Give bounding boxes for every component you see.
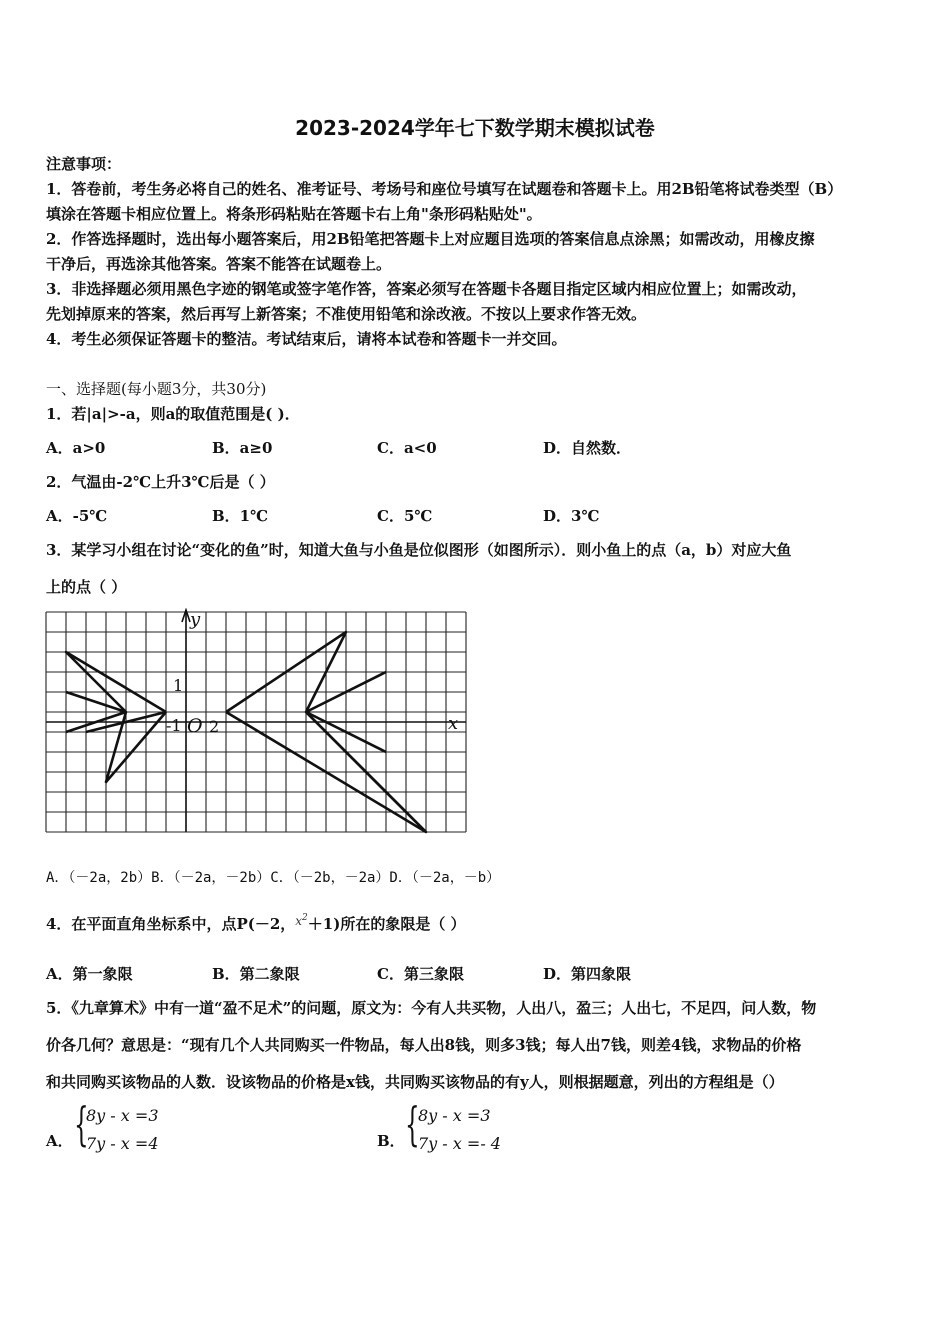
q4-stem-after: ＋1)所在的象限是（ ） [307, 915, 466, 933]
note-line: 1．答卷前，考生务必将自己的姓名、准考证号、考场号和座位号填写在试题卷和答题卡上。用2B铅笔将试卷类型（B） [46, 180, 843, 198]
section-heading: 一、选择题(每小题3分，共30分) [46, 380, 267, 398]
axes [46, 610, 466, 832]
q4-option-c[interactable]: C．第三象限 [377, 965, 464, 983]
q2-option-d[interactable]: D．3℃ [543, 507, 600, 525]
q5-option-b-label[interactable]: B． [377, 1132, 405, 1150]
x-axis-label: x [448, 713, 459, 734]
q1-option-d[interactable]: D．自然数． [543, 439, 632, 457]
tick-label-2: 2 [209, 717, 220, 736]
note-line: 填涂在答题卡相应位置上。将条形码粘贴在答题卡右上角"条形码粘贴处"。 [46, 205, 542, 223]
brace-icon: { [405, 1097, 420, 1151]
q3-stem: 3．某学习小组在讨论“变化的鱼”时，知道大鱼与小鱼是位似图形（如图所示）．则小鱼上的点（a，b）对应大鱼 [46, 541, 792, 559]
q4-expression: x2 [295, 913, 308, 928]
q2-option-b[interactable]: B．1℃ [212, 507, 269, 525]
tick-label-1: 1 [173, 676, 184, 695]
q4-stem [46, 913, 466, 934]
q5-option-b-eq2: 7y - x =- 4 [418, 1134, 501, 1153]
q1-option-a[interactable]: A．a>0 [46, 439, 106, 457]
notes-heading: 注意事项： [46, 155, 122, 173]
q4-option-a[interactable]: A．第一象限 [46, 965, 133, 983]
q2-option-a[interactable]: A．-5℃ [46, 507, 108, 525]
q2-stem: 2．气温由-2℃上升3℃后是（ ） [46, 473, 275, 491]
q3-options[interactable]: A．（－2a，2b）B．（－2a，－2b）C．（－2b，－2a）D．（－2a，－b） [46, 870, 501, 886]
q1-option-c[interactable]: C．a<0 [377, 439, 437, 457]
q4-option-d[interactable]: D．第四象限 [543, 965, 632, 983]
brace-icon: { [74, 1097, 89, 1151]
q3-figure [40, 608, 480, 840]
origin-label: O [187, 715, 203, 737]
q4-option-b[interactable]: B．第二象限 [212, 965, 300, 983]
q2-option-c[interactable]: C．5℃ [377, 507, 433, 525]
page-title: 2023-2024学年七下数学期末模拟试卷 [295, 116, 655, 140]
tick-label-neg1: -1 [166, 716, 182, 735]
q5-option-b-eq1: 8y - x =3 [418, 1106, 491, 1125]
q5-stem-cont: 价各几何？意思是：“现有几个人共同购买一件物品，每人出8钱，则多3钱；每人出7钱，则差4钱，求物品的价格 [46, 1036, 802, 1054]
q5-option-a-eq2: 7y - x =4 [86, 1134, 159, 1153]
q1-stem: 1．若|a|>-a，则a的取值范围是( )． [46, 405, 300, 423]
q5-option-a-eq1: 8y - x =3 [86, 1106, 159, 1125]
q1-option-b[interactable]: B．a≥0 [212, 439, 273, 457]
q3-stem-cont: 上的点（ ） [46, 578, 127, 596]
y-axis-label: y [190, 609, 201, 630]
note-line: 4．考生必须保证答题卡的整洁。考试结束后，请将本试卷和答题卡一并交回。 [46, 330, 567, 348]
note-line: 3．非选择题必须用黑色字迹的钢笔或签字笔作答，答案必须写在答题卡各题目指定区域内相应位置上；如需改动， [46, 280, 807, 298]
note-line: 干净后，再选涂其他答案。答案不能答在试题卷上。 [46, 255, 392, 273]
q5-option-a-label[interactable]: A． [46, 1132, 73, 1150]
note-line: 先划掉原来的答案，然后再写上新答案；不准使用铅笔和涂改液。不按以上要求作答无效。 [46, 305, 647, 323]
q5-stem-cont: 和共同购买该物品的人数．设该物品的价格是x钱，共同购买该物品的有y人，则根据题意，列出的方程组是（） [46, 1073, 784, 1091]
q4-stem-before: 4．在平面直角坐标系中，点P(－2， [46, 915, 296, 933]
q5-stem: 5．《九章算术》中有一道“盈不足术”的问题，原文为：今有人共买物，人出八，盈三；人出七，不足四，问人数，物 [46, 999, 817, 1017]
note-line: 2．作答选择题时，选出每小题答案后，用2B铅笔把答题卡上对应题目选项的答案信息点涂黑；如需改动，用橡皮擦 [46, 230, 815, 248]
